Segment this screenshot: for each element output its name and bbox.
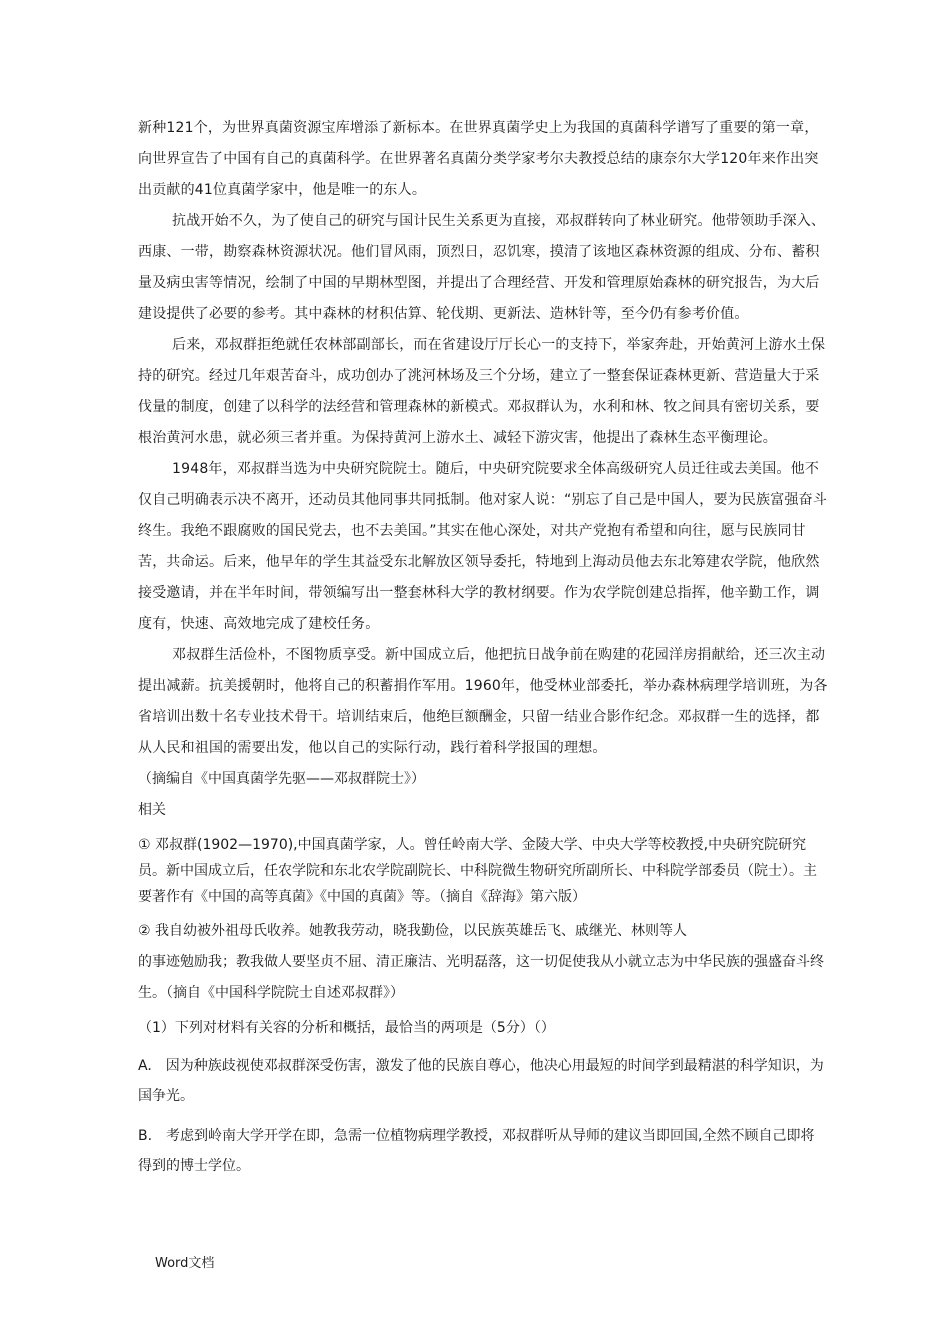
option-a: A. 因为种族歧视使邓叔群深受伤害，激发了他的民族自尊心，他决心用最短的时间学到最精湛的科学知识，为国争光。: [138, 1058, 824, 1104]
question-1: （1）下列对材料有关容的分析和概括，最恰当的两项是（5分）（）: [138, 1020, 555, 1036]
paragraph-yellow-river: 后来，邓叔群拒绝就任农林部副部长，而在省建设厅厅长心一的支持下，举家奔赴，开始黄河上游水土保持的研究。经过几年艰苦奋斗，成功创办了洮河林场及三个分场，建立了一整套保证森林更新、营造量大于采伐量的制度，创建了以科学的法经营和管理森林的新模式。邓叔群认为，水利和林、牧之间具有密切关系，要根治黄河水患，就必须三者并重。为保持黄河上游水土、减轻下游灾害，他提出了森林生态平衡理论。: [138, 337, 826, 446]
paragraph-continuation: 新种121个，为世界真菌资源宝库增添了新标本。在世界真菌学史上为我国的真菌科学谱写了重要的第一章，向世界宣告了中国有自己的真菌科学。在世界著名真菌分类学家考尔夫教授总结的康奈尔大学120年来作出突出贡献的41位真菌学家中，他是唯一的东人。: [138, 120, 819, 198]
paragraph-forestry-research: 抗战开始不久，为了使自己的研究与国计民生关系更为直接，邓叔群转向了林业研究。他带领助手深入、西康、一带，勘察森林资源状况。他们冒风雨，顶烈日，忍饥寒，摸清了该地区森林资源的组成、分布、蓄积量及病虫害等情况，绘制了中国的早期林型图，并提出了合理经营、开发和管理原始森林的研究报告，为大后建设提供了必要的参考。其中森林的材积估算、轮伐期、更新法、造林针等，至今仍有参考价值。: [138, 213, 826, 322]
document-body: [138, 113, 828, 1181]
paragraph-frugal-life: 邓叔群生活俭朴，不图物质享受。新中国成立后，他把抗日战争前在购建的花园洋房捐献给，还三次主动提出减薪。抗美援朝时，他将自己的积蓄捐作军用。1960年，他受林业部委托，举办森林病理学培训班，为各省培训出数十名专业技术骨干。培训结束后，他绝巨额酬金，只留一结业合影作纪念。邓叔群一生的选择，都从人民和祖国的需要出发，他以自己的实际行动，践行着科学报国的理想。: [138, 647, 828, 756]
note-2: ② 我自幼被外祖母氏收养。她教我劳动，晓我勤俭，以民族英雄岳飞、戚继光、林则等人: [138, 923, 687, 939]
note-2-continued: 的事迹勉励我；教我做人要坚贞不屈、清正廉洁、光明磊落，这一切促使我从小就立志为中华民族的强盛奋斗终生。（摘自《中国科学院院士自述邓叔群》）: [138, 954, 824, 1001]
paragraph-1948: 1948年，邓叔群当选为中央研究院院士。随后，中央研究院要求全体高级研究人员迁往或去美国。他不仅自己明确表示决不离开，还动员其他同事共同抵制。他对家人说：“别忘了自己是中国人，要为民族富强奋斗终生。我绝不跟腐败的国民党去，也不去美国。”其实在他心深处，对共产党抱有希望和向往，愿与民族同甘苦，共命运。后来，他早年的学生其益受东北解放区领导委托，特地到上海动员他去东北筹建农学院，他欣然接受邀请，并在半年时间，带领编写出一整套林科大学的教材纲要。作为农学院创建总指挥，他辛勤工作，调度有，快速、高效地完成了建校任务。: [138, 461, 828, 632]
related-heading: 相关: [138, 802, 166, 818]
source-citation: （摘编自《中国真菌学先驱——邓叔群院士》）: [138, 771, 425, 787]
option-b: B. 考虑到岭南大学开学在即，急需一位植物病理学教授，邓叔群听从导师的建议当即回国,全然不顾自己即将得到的博士学位。: [138, 1128, 815, 1174]
page-footer: Word文档: [155, 1256, 215, 1271]
note-1: ① 邓叔群(1902—1970),中国真菌学家，人。曾任岭南大学、金陵大学、中央大学等校教授,中央研究院研究员。新中国成立后，任农学院和东北农学院副院长、中科院微生物研究所副所长、中科院学部委员（院士）。主要著作有《中国的高等真菌》《中国的真菌》等。（摘自《辞海》第六版）: [138, 837, 817, 905]
